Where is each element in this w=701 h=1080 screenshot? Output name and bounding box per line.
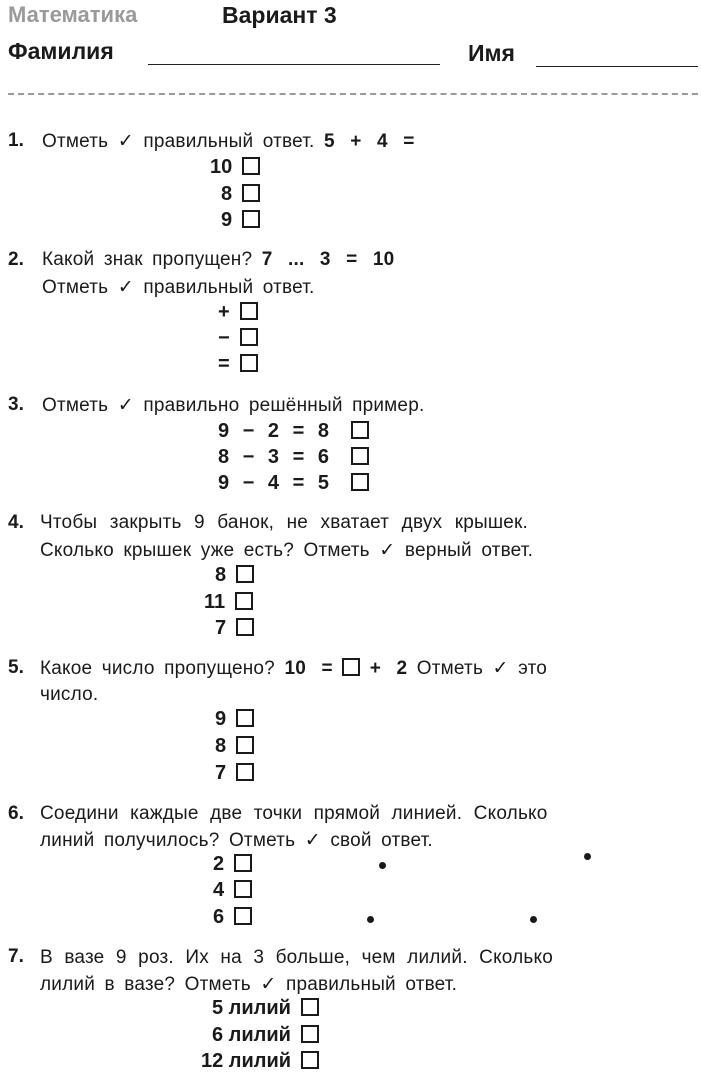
checkbox[interactable] <box>236 763 254 781</box>
task-4-option-label: 11 <box>204 591 226 613</box>
task-7-prompt-line-2 <box>40 973 457 996</box>
task-2-option-3[interactable] <box>218 353 258 376</box>
task-5-option-label: 9 <box>215 708 227 730</box>
task-5-option-label: 8 <box>215 735 227 757</box>
dot-point[interactable] <box>584 853 591 860</box>
task-2-option-2[interactable] <box>218 327 258 350</box>
checkbox[interactable] <box>236 565 254 583</box>
task-3-option-1[interactable] <box>218 420 369 443</box>
task-5-prompt-c: Отметь <box>416 658 484 679</box>
task-4-prompt-line-2 <box>40 539 533 562</box>
task-4-number: 4. <box>8 512 24 533</box>
task-5-question: Какое число пропущено? <box>40 658 275 679</box>
task-4-prompt-a: Сколько крышек уже есть? Отметь <box>40 540 370 561</box>
checkmark-icon: ✓ <box>260 974 277 995</box>
checkmark-icon: ✓ <box>117 277 134 298</box>
task-7-prompt-a: лилий в вазе? Отметь <box>40 974 251 995</box>
task-2-prompt-b: правильный ответ. <box>143 277 315 298</box>
task-6-option-2[interactable] <box>213 879 252 902</box>
example-expression: 9 − 2 = 8 <box>218 420 329 442</box>
checkmark-icon: ✓ <box>117 131 134 152</box>
surname-label: Фамилия <box>8 38 114 64</box>
task-7-option-3[interactable] <box>201 1050 319 1073</box>
task-1-option-label: 9 <box>221 209 233 231</box>
task-5-prompt-line-1 <box>40 657 547 680</box>
task-5-prompt-d: это <box>518 658 548 679</box>
task-3-prompt-b: правильно решённый пример. <box>143 395 425 416</box>
task-2-prompt-line-2 <box>42 276 314 299</box>
task-2-prompt-a: Отметь <box>42 277 109 298</box>
task-6-option-label: 6 <box>213 906 225 928</box>
variant-title: Вариант 3 <box>222 2 337 28</box>
subject-title: Математика <box>8 2 138 27</box>
task-1-number: 1. <box>8 130 24 151</box>
checkbox[interactable] <box>240 354 258 372</box>
task-7-option-label: 5 лилий <box>212 997 291 1019</box>
name-field[interactable] <box>536 66 698 67</box>
checkmark-icon: ✓ <box>117 395 134 416</box>
example-expression: 9 − 4 = 5 <box>218 472 329 494</box>
task-3-prompt <box>42 394 424 417</box>
task-6-prompt-b: свой ответ. <box>330 830 433 851</box>
dot-point[interactable] <box>367 916 374 923</box>
task-3-option-3[interactable] <box>218 472 369 495</box>
task-1-option-2[interactable] <box>221 183 260 206</box>
task-2-number: 2. <box>8 249 24 270</box>
task-6-prompt-a: линий получилось? Отметь <box>40 830 296 851</box>
task-5-option-label: 7 <box>215 762 227 784</box>
minus-sign: − <box>218 327 230 349</box>
checkbox[interactable] <box>301 1051 319 1069</box>
task-2-expression: 7 ... 3 = 10 <box>261 249 395 270</box>
task-7-option-2[interactable] <box>212 1024 319 1047</box>
task-2-option-1[interactable] <box>218 301 258 324</box>
checkbox[interactable] <box>236 736 254 754</box>
task-1-option-label: 10 <box>210 156 233 178</box>
checkmark-icon: ✓ <box>304 830 321 851</box>
task-6-option-1[interactable] <box>213 853 252 876</box>
checkbox[interactable] <box>242 210 260 228</box>
task-7-prompt-b: правильный ответ. <box>285 974 458 995</box>
checkbox[interactable] <box>234 907 252 925</box>
checkbox[interactable] <box>236 618 254 636</box>
task-6-prompt-line-2 <box>40 829 433 852</box>
task-2-prompt-line-1 <box>42 249 394 271</box>
task-5-number: 5. <box>8 657 24 678</box>
task-7-option-1[interactable] <box>212 997 319 1020</box>
task-1-prompt <box>42 130 415 153</box>
checkbox[interactable] <box>242 184 260 202</box>
task-4-prompt-line-1: Чтобы закрыть 9 банок, не хватает двух крышек. <box>40 512 529 533</box>
equals-sign: = <box>218 353 230 375</box>
checkbox[interactable] <box>240 302 258 320</box>
task-2-question: Какой знак пропущен? <box>42 249 253 270</box>
task-3-number: 3. <box>8 394 24 415</box>
task-6-option-label: 4 <box>213 879 225 901</box>
task-7-prompt-line-1: В вазе 9 роз. Их на 3 больше, чем лилий. Сколько <box>40 947 554 968</box>
plus-sign: + <box>218 301 230 323</box>
task-7-option-label: 12 лилий <box>201 1050 292 1072</box>
task-4-option-label: 7 <box>215 617 227 639</box>
cut-line-divider <box>8 93 698 95</box>
task-5-option-2[interactable] <box>215 735 254 758</box>
checkbox[interactable] <box>351 421 369 439</box>
task-4-option-3[interactable] <box>215 617 254 640</box>
task-5-prompt-line-2: число. <box>40 684 99 705</box>
task-1-option-label: 8 <box>221 183 233 205</box>
checkbox[interactable] <box>234 880 252 898</box>
task-1-prompt-b: правильный ответ. <box>143 131 315 152</box>
task-3-prompt-a: Отметь <box>42 395 109 416</box>
task-1-option-3[interactable] <box>221 209 260 232</box>
task-5-option-1[interactable] <box>215 708 254 731</box>
task-4-option-2[interactable] <box>204 591 253 614</box>
name-label: Имя <box>468 40 515 66</box>
checkbox[interactable] <box>242 157 260 175</box>
checkbox[interactable] <box>301 1025 319 1043</box>
checkbox[interactable] <box>351 473 369 491</box>
task-1-prompt-a: Отметь <box>42 131 109 152</box>
task-5-option-3[interactable] <box>215 762 254 785</box>
task-6-option-3[interactable] <box>213 906 252 929</box>
task-4-option-label: 8 <box>215 564 227 586</box>
task-4-prompt-b: верный ответ. <box>404 540 534 561</box>
task-1-expression: 5 + 4 = <box>323 131 415 152</box>
checkbox[interactable] <box>235 592 253 610</box>
checkbox[interactable] <box>234 854 252 872</box>
checkbox[interactable] <box>301 998 319 1016</box>
checkmark-icon: ✓ <box>379 540 396 561</box>
missing-number-box <box>342 658 360 676</box>
task-4-option-1[interactable] <box>215 564 254 587</box>
task-3-option-2[interactable] <box>218 446 369 469</box>
checkbox[interactable] <box>351 447 369 465</box>
task-7-number: 7. <box>8 946 24 967</box>
task-5-expression-left: 10 = <box>284 658 333 679</box>
dot-point[interactable] <box>530 916 537 923</box>
task-5-expression-right: + 2 <box>369 658 408 679</box>
checkbox[interactable] <box>240 328 258 346</box>
checkbox[interactable] <box>236 709 254 727</box>
example-expression: 8 − 3 = 6 <box>218 446 329 468</box>
task-6-prompt-line-1: Соедини каждые две точки прямой линией. Сколько <box>40 803 548 824</box>
task-7-option-label: 6 лилий <box>212 1024 291 1046</box>
dot-point[interactable] <box>379 862 386 869</box>
task-6-option-label: 2 <box>213 853 225 875</box>
task-6-number: 6. <box>8 803 24 824</box>
surname-field[interactable] <box>148 64 440 65</box>
task-1-option-1[interactable] <box>210 156 260 179</box>
checkmark-icon: ✓ <box>492 658 509 679</box>
